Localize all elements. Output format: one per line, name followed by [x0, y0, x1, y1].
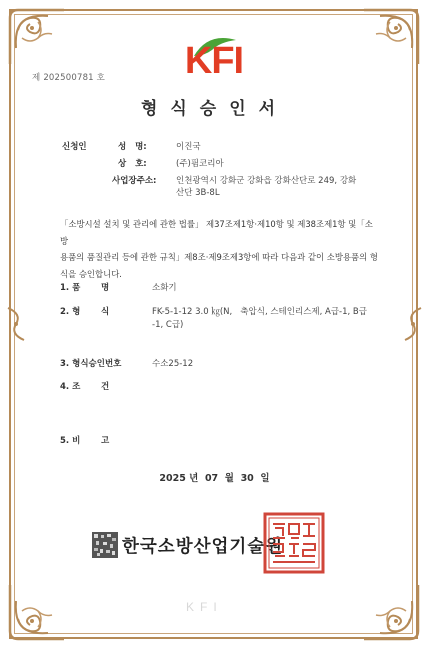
type-value-line-1: FK-5-1-12 3.0 ㎏(N, 축압식, 스테인리스제, A급-1, B급	[152, 307, 367, 317]
approval-number-value: 수소25-12	[152, 359, 194, 369]
issuing-organization: 한국소방산업기술원	[122, 537, 284, 557]
official-seal-icon	[263, 512, 325, 574]
issue-date: 2025 년 07 월 30 일	[159, 473, 270, 484]
approval-number-label: 3. 형식승인번호	[60, 359, 122, 369]
corner-ornament-icon	[8, 8, 66, 66]
address-line-1: 인천광역시 강화군 강화읍 강화산단로 249, 강화	[176, 176, 357, 186]
type-label: 2. 형 식	[60, 307, 110, 317]
kfi-logo	[168, 36, 260, 86]
statement-line: 식을 승인합니다.	[60, 268, 122, 279]
condition-label: 4. 조 건	[60, 382, 110, 392]
address-line-2: 산단 3B-8L	[176, 188, 220, 198]
statement-line: 용품의 품질관리 등에 관한 규칙」제8조·제9조제3항에 따라 다음과 같이 소방용품의 형	[60, 252, 378, 262]
company-value: (주)핌코리아	[176, 159, 224, 169]
side-ornament-icon	[401, 306, 425, 342]
corner-ornament-icon	[8, 583, 66, 641]
corner-ornament-icon	[362, 583, 420, 641]
product-value: 소화기	[152, 283, 177, 293]
company-label: 상 호:	[118, 159, 147, 169]
qr-code-icon	[92, 532, 118, 558]
bottom-watermark: KFI	[186, 600, 223, 614]
address-label: 사업장주소:	[112, 176, 157, 186]
statement-line: 「소방시설 설치 및 관리에 관한 법률」 제37조제1항·제10항 및 제38조제1항 및「소방	[60, 219, 373, 246]
corner-ornament-icon	[362, 8, 420, 66]
approval-statement	[60, 216, 378, 282]
remark-label: 5. 비 고	[60, 436, 110, 446]
applicant-label: 신청인	[62, 142, 87, 152]
certificate-number: 제 202500781 호	[32, 73, 106, 83]
side-ornament-icon	[4, 306, 28, 342]
name-value: 이진국	[176, 142, 201, 152]
name-label: 성 명:	[118, 142, 147, 152]
logo-text: KFI	[184, 40, 244, 82]
page-title: 형식승인서	[140, 99, 289, 119]
product-label: 1. 품 명	[60, 283, 110, 293]
type-value-line-2: -1, C급)	[152, 320, 184, 330]
